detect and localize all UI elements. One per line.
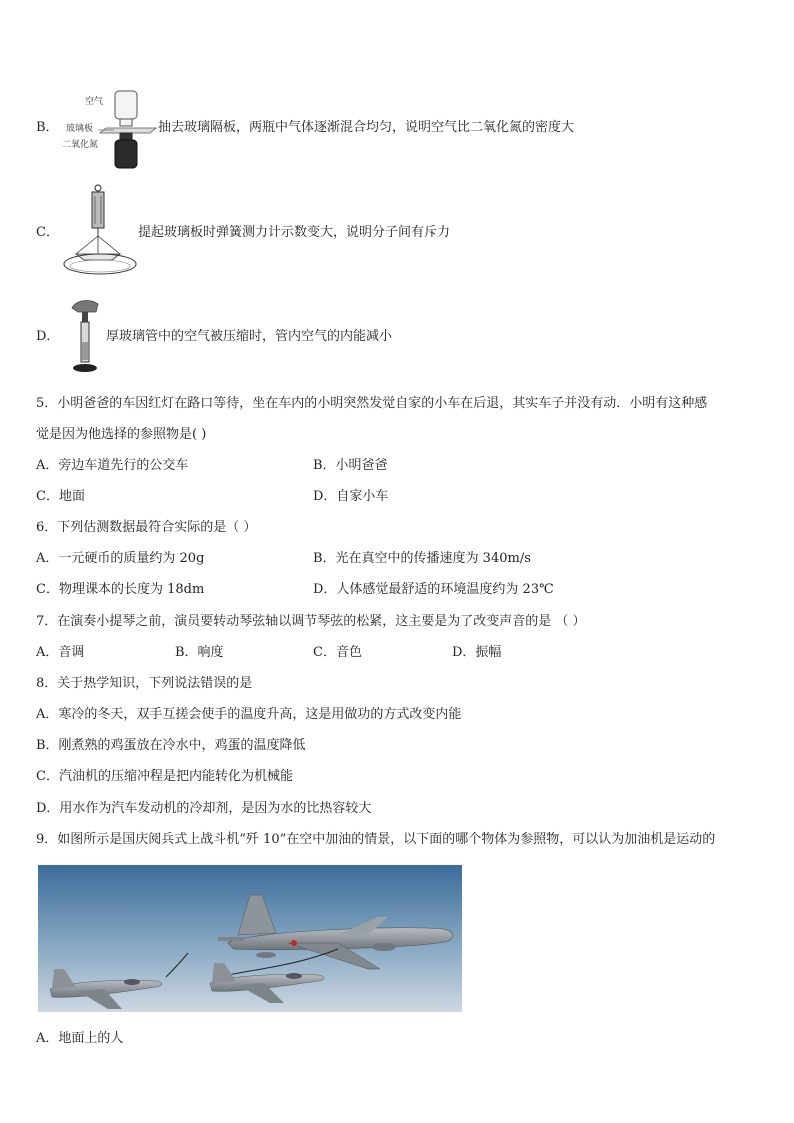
option-d-letter: D． xyxy=(36,329,60,344)
option-d-text: 厚玻璃管中的空气被压缩时，管内空气的内能减小 xyxy=(106,329,393,344)
option-b-text: 抽去玻璃隔板，两瓶中气体逐渐混合均匀，说明空气比二氧化氮的密度大 xyxy=(158,120,575,135)
q8-option-b: B．刚煮熟的鸡蛋放在冷水中，鸡蛋的温度降低 xyxy=(36,738,306,753)
q7-option-b: B．响度 xyxy=(175,645,224,660)
q8-option-a: A．寒冷的冬天，双手互搓会使手的温度升高，这是用做功的方式改变内能 xyxy=(36,707,462,722)
compressed-air-tube-figure xyxy=(64,298,106,376)
q6-option-b: B．光在真空中的传播速度为 340m/s xyxy=(313,551,531,566)
q8-stem: 8．关于热学知识，下列说法错误的是 xyxy=(36,676,253,691)
q8-option-c: C．汽油机的压缩冲程是把内能转化为机械能 xyxy=(36,769,293,784)
glass-plate-label: 玻璃板 xyxy=(66,124,94,134)
option-b-letter: B． xyxy=(36,120,59,135)
q6-option-d: D．人体感觉最舒适的环境温度约为 23℃ xyxy=(313,582,554,597)
q7-option-c: C．音色 xyxy=(313,645,362,660)
air-label: 空气 xyxy=(85,97,104,107)
q6-option-a: A．一元硬币的质量约为 20g xyxy=(36,551,205,566)
q5-stem-line2: 觉是因为他选择的参照物是( ) xyxy=(36,427,207,442)
q6-option-c: C．物理课本的长度为 18dm xyxy=(36,582,205,597)
q9-option-a: A．地面上的人 xyxy=(36,1031,124,1046)
q5-option-b: B．小明爸爸 xyxy=(313,458,388,473)
q5-option-d: D．自家小车 xyxy=(313,489,389,504)
q8-option-d: D．用水作为汽车发动机的冷却剂，是因为水的比热容较大 xyxy=(36,801,372,816)
q5-option-a: A．旁边车道先行的公交车 xyxy=(36,458,189,473)
nitrogen-dioxide-label: 二氧化氮 xyxy=(62,140,99,150)
option-c-text: 提起玻璃板时弹簧测力计示数变大，说明分子间有斥力 xyxy=(138,225,451,240)
q7-option-d: D．振幅 xyxy=(452,645,502,660)
q5-option-c: C．地面 xyxy=(36,489,85,504)
gas-diffusion-figure xyxy=(60,88,158,172)
q5-stem-line1: 5．小明爸爸的车因红灯在路口等待，坐在车内的小明突然发觉自家的小车在后退，其实车子并没有动．小明有这种感 xyxy=(36,396,708,411)
spring-scale-glass-plate-figure xyxy=(62,182,142,278)
option-c-letter: C． xyxy=(36,225,59,240)
q6-stem: 6．下列估测数据最符合实际的是（ ） xyxy=(36,520,257,535)
q7-stem: 7．在演奏小提琴之前，演员要转动琴弦轴以调节琴弦的松紧，这主要是为了改变声音的是 （ ） xyxy=(36,614,586,629)
q7-option-a: A．音调 xyxy=(36,645,85,660)
q9-stem: 9．如图所示是国庆阅兵式上战斗机“歼 10”在空中加油的情景，以下面的哪个物体为参照物，可以认为加油机是运动的 xyxy=(36,832,716,847)
aerial-refueling-photo xyxy=(38,865,462,1012)
